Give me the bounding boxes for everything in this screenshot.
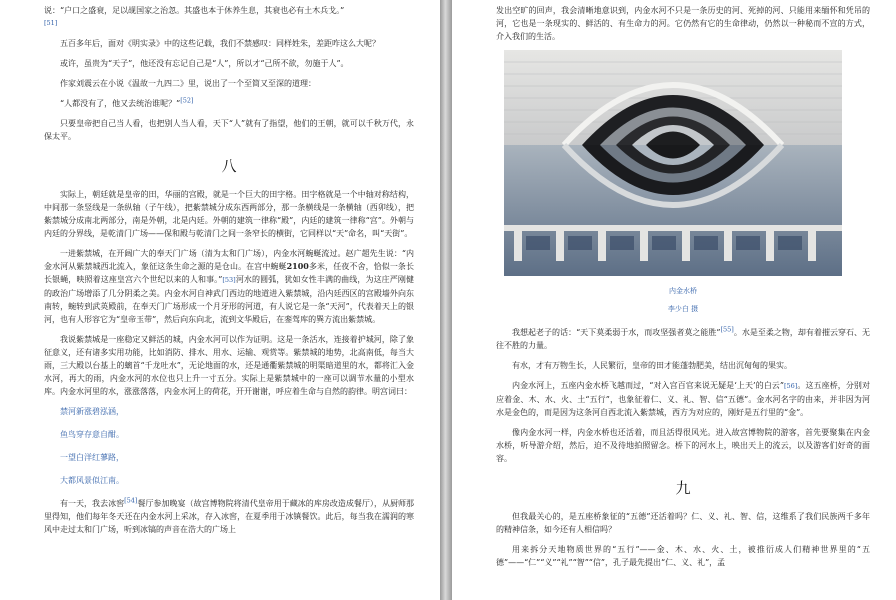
paragraph: 只要皇帝把自己当人看，也把别人当人看，天下“人”就有了指望，他们的王朝，就可以千秋万代，永保太平。 (44, 119, 414, 141)
paragraph: 我想起老子的话：“天下莫柔弱于水，而攻坚强者莫之能胜”[55]。水是至柔之物，却有着摧云穿石、无往不胜的力量。 (496, 325, 870, 350)
paragraph: 但我最关心的，是五座桥象征的“五德”还活着吗？仁、义、礼、智、信，这维系了我们民族两千多年的精神信条，如今还有人相信吗？ (496, 512, 870, 534)
paragraph: 用来拆分天地物质世界的“五行”——金、木、水、火、土，被推衍成人们精神世界里的“五德”——“仁”“义”“礼”“智”“信”，孔子最先提出“仁、义、礼”，孟 (496, 545, 870, 567)
poem-line: 鱼鸟穿存意自酣。 (60, 430, 124, 439)
paragraph: 五百多年后，面对《明实录》中的这些记载，我们不禁感叹：同样姓朱，差距咋这么大呢？ (60, 39, 380, 48)
paragraph: 实际上，朝廷就是皇帝的田，华丽的宫殿，就是一个巨大的田字格。田字格就是一个中轴对称结构，中间那一条竖线是一条纵轴（子午线），把紫禁城分成东西两部分，那一条横线是一条横轴（西卯线），把紫禁城分成南北两部分，南是外朝，北是内廷。外朝的建筑一律称“殿”，内廷的建筑一律称“宫”。外朝与内廷的分界线，是乾清门广场——保和殿与乾清门之间一条窄长的横街，它同样以“天”命名，叫“天街”。 (44, 190, 414, 238)
poem-line: 大都风景似江南。 (60, 476, 124, 485)
paragraph: 或许，虽贵为“天子”，他还没有忘记自己是“人”，所以才“己所不欲，勿施于人”。 (60, 59, 349, 68)
paragraph: 像内金水河一样，内金水桥也还活着，而且活得很风光。进入故宫博物院的游客，首先要聚集在内金水桥，听导游介绍，然后，迫不及待地拍照留念。桥下的河水上，映出天上的流云，以及游客们好奇的面容。 (496, 428, 870, 463)
footnote-link[interactable]: [54] (124, 496, 138, 505)
bridge-photo (504, 50, 842, 276)
section-heading: 八 (221, 157, 237, 175)
footnote-link[interactable]: [51] (44, 19, 58, 27)
footnote-link[interactable]: [52] (180, 96, 194, 105)
section-heading: 九 (675, 479, 691, 497)
paragraph: 作家刘震云在小说《温故一九四二》里，说出了一个至简又至深的道理： (60, 79, 316, 88)
footnote-link[interactable]: [56] (783, 382, 798, 390)
bold-number: 2100 (286, 261, 309, 271)
poem-line: 一望白洋红蓼路， (60, 453, 124, 462)
paragraph: 有一天，我去冰窖[54]餐厅参加晚宴（故宫博物院将清代皇帝用于藏冰的库房改造成餐厅），从厨师那里得知，他们每年冬天还在内金水河上采冰，存入冰窖，在夏季用于冰镇餐饮。此后，每当我在濡润的寒风中走过太和门广场，听到冰镐的声音在浩大的广场上 (44, 496, 414, 534)
paragraph: 内金水河上，五座内金水桥飞越而过，“对入宫百官来说无疑是‘上天’的白云”[56]。这五座桥，分别对应着金、木、水、火、土“五行”，也象征着仁、义、礼、智、信“五德”。金水河名字的由来，并非因为河水是金色的，而是因为这条河自西北流入紫禁城，西方为对应的，刚好是五行里的“金”。 (496, 381, 871, 417)
poem (60, 405, 414, 487)
poem-line: 禁河新涨碧泓涵， (60, 407, 124, 416)
photo-credit: 李少白 摄 (667, 305, 699, 313)
paragraph: 发出空旷的回声，我会清晰地意识到，内金水河不只是一条历史的河、死掉的河、只能用来缅怀和凭吊的河，它也是一条现实的、鲜活的、有生命力的河。它仍然有它的生命律动，仍然以一种秘而不宣的方式，介入我们的生活。 (496, 6, 870, 41)
paragraph: 我说紫禁城是一座稳定又鲜活的城，内金水河可以作为证明。这是一条活水，连接着护城河，除了象征意义，还有诸多实用功能，比如消防、排水、用水、运输、观赏等。紫禁城的地势，北高南低，每当大雨，三大殿以台基上的螭首“千龙吐水”，无论地面的水，还是通衢紫禁城的明渠暗道里的水，都将汇入金水河，再大的雨，内金水河的水位也只上升一寸五分。实际上是紫禁城中的一座可以调节水量的小型水库。内金水河里的水，涨涨落落，内金水河上的荷花，开开谢谢，呼应着生命与自然的韵律。明宫词曰： (44, 335, 414, 396)
left-page (0, 0, 440, 600)
right-page (452, 0, 896, 600)
paragraph: 说：“户口之盛衰，足以觇国家之治忽。其盛也本于休养生息，其衰也必有土木兵戈。” [51] (44, 4, 414, 30)
paragraph: 有水，才有万物生长，人民繁衍，皇帝的田才能蓬勃肥美，结出沉甸甸的果实。 (512, 361, 792, 370)
paragraph: “人都没有了，他又去统治谁呢？”[52] (60, 96, 194, 108)
book-gutter (440, 0, 452, 600)
paragraph: 一进紫禁城，在开阔广大的奉天门广场（清为太和门广场），内金水河蜿蜒流过。赵广超先生说：“内金水河从紫禁城西北流入，象征这条生命之源的是仓山。在宫中蜿蜒2100多米，任夜不舍，恰似一条长长银蝇，映照着这座皇宫六个世纪以来的人和事。”[53]河水的圆弧，犹如女性丰满的曲线，为这庄严刚健的政治广场增添了几分阴柔之美。内金水河自神武门西边的地道进入紫禁城，沿内廷西区的宫殿墙外向东南转，蜿转到武英殿前，在奉天门广场形成一个月牙形的河道，有人说它是一条“天河”，代表着天上的银河，也有人形容它为“皇帝玉带”，然后向东向北，流到文华殿后，在銮驾库的巽方流出紫禁城。 (44, 249, 415, 324)
bridge-photo-illustration (504, 50, 842, 276)
footnote-link[interactable]: [55] (720, 325, 734, 334)
photo-caption: 内金水桥 (669, 287, 697, 295)
footnote-link[interactable]: [53] (222, 276, 236, 284)
